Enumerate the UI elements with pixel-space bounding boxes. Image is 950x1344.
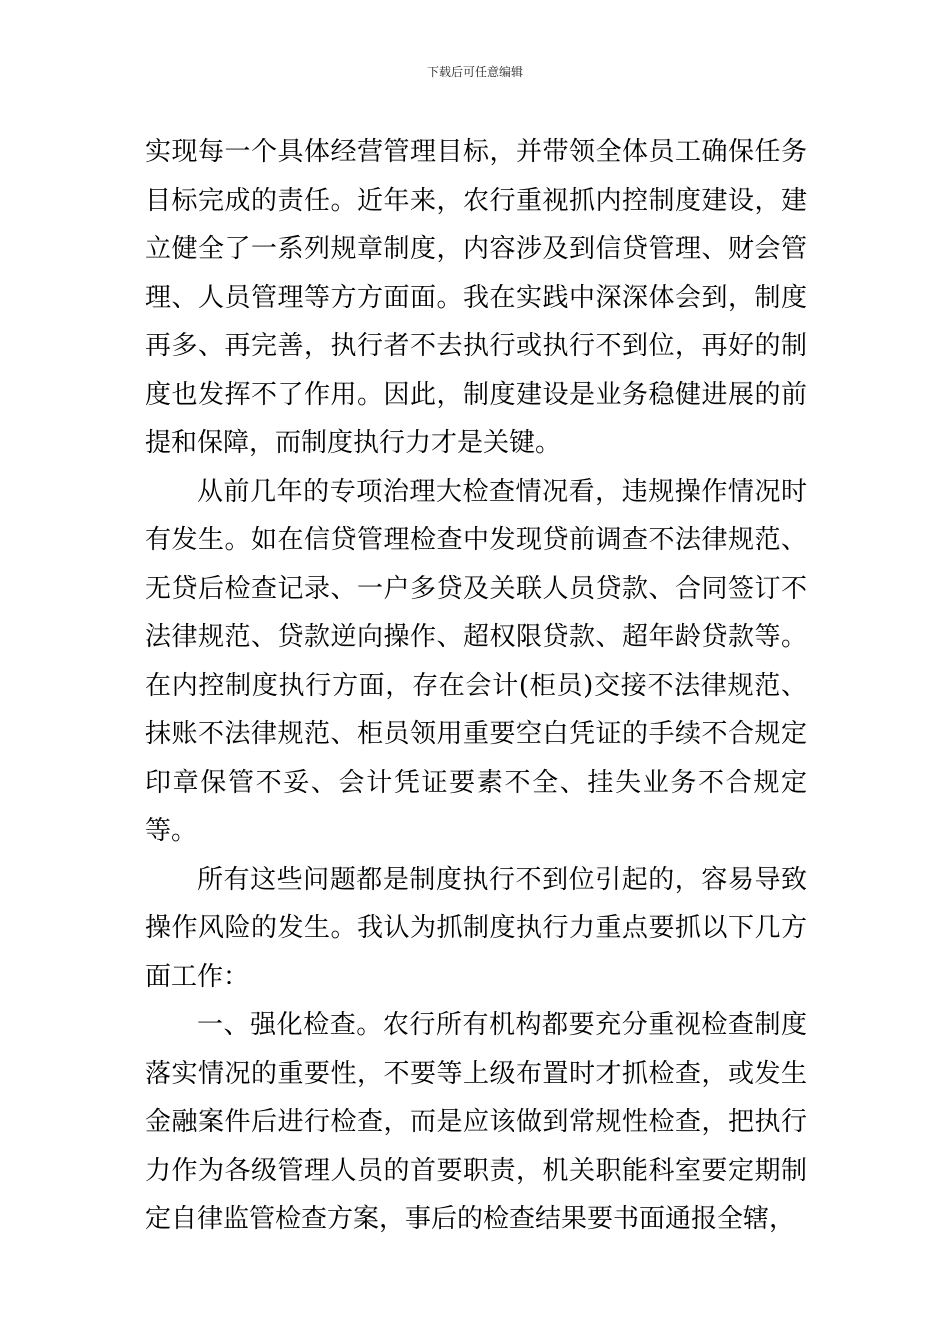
document-body: [145, 128, 807, 1244]
page-header: 下载后可任意编辑: [426, 65, 523, 79]
paragraph-3: 所有这些问题都是制度执行不到位引起的，容易导致操作风险的发生。我认为抓制度执行力重点要抓以下几方面工作：: [145, 864, 807, 992]
paragraph-1: 实现每一个具体经营管理目标，并带领全体员工确保任务目标完成的责任。近年来，农行重视抓内控制度建设，建立健全了一系列规章制度，内容涉及到信贷管理、财会管理、人员管理等方方面面。我在实践中深深体会到，制度再多、再完善，执行者不去执行或执行不到位，再好的制度也发挥不了作用。因此，制度建设是业务稳健进展的前提和保障，而制度执行力才是关键。: [145, 137, 807, 458]
paragraph-2: 从前几年的专项治理大检查情况看，违规操作情况时有发生。如在信贷管理检查中发现贷前调查不法律规范、无贷后检查记录、一户多贷及关联人员贷款、合同签订不法律规范、贷款逆向操作、超权限贷款、超年龄贷款等。在内控制度执行方面，存在会计(柜员)交接不法律规范、抹账不法律规范、柜员领用重要空白凭证的手续不合规定印章保管不妥、会计凭证要素不全、挂失业务不合规定等。: [145, 476, 807, 846]
paragraph-4: 一、强化检查。农行所有机构都要充分重视检查制度落实情况的重要性，不要等上级布置时才抓检查，或发生金融案件后进行检查，而是应该做到常规性检查，把执行力作为各级管理人员的首要职责，机关职能科室要定期制定自律监管检查方案，事后的检查结果要书面通报全辖，: [145, 1010, 807, 1234]
